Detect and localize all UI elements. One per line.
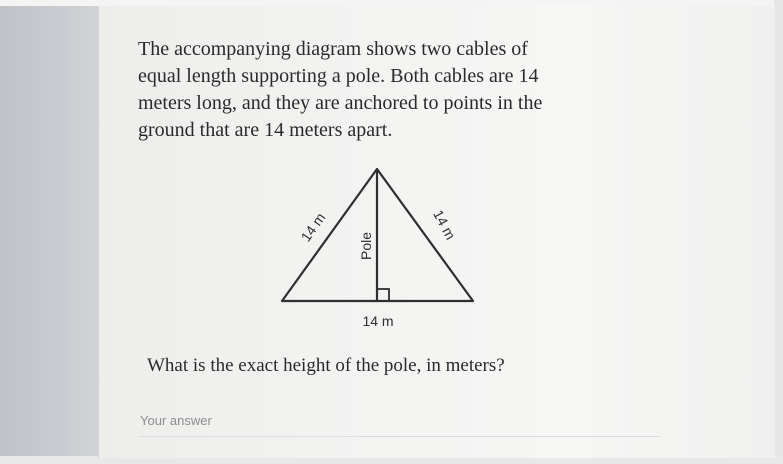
answer-underline bbox=[140, 436, 660, 437]
question-line: equal length supporting a pole. Both cables are 14 bbox=[138, 65, 539, 87]
triangle-diagram bbox=[270, 160, 490, 335]
answer-input[interactable] bbox=[140, 408, 540, 432]
pole-label: Pole bbox=[358, 231, 374, 261]
right-angle-marker bbox=[377, 289, 389, 301]
left-margin-strip bbox=[0, 0, 104, 464]
question-line: meters long, and they are anchored to points in the bbox=[138, 92, 543, 114]
question-line: The accompanying diagram shows two cables of bbox=[138, 38, 528, 60]
left-cable-label: 14 m bbox=[297, 209, 329, 245]
pole-cables-diagram bbox=[270, 160, 490, 335]
question-line: ground that are 14 meters apart. bbox=[138, 119, 393, 141]
height-prompt: What is the exact height of the pole, in meters? bbox=[147, 355, 505, 376]
base-label: 14 m bbox=[362, 313, 394, 329]
right-cable-label: 14 m bbox=[430, 207, 459, 243]
question-text bbox=[138, 36, 608, 144]
right-edge bbox=[774, 0, 783, 464]
